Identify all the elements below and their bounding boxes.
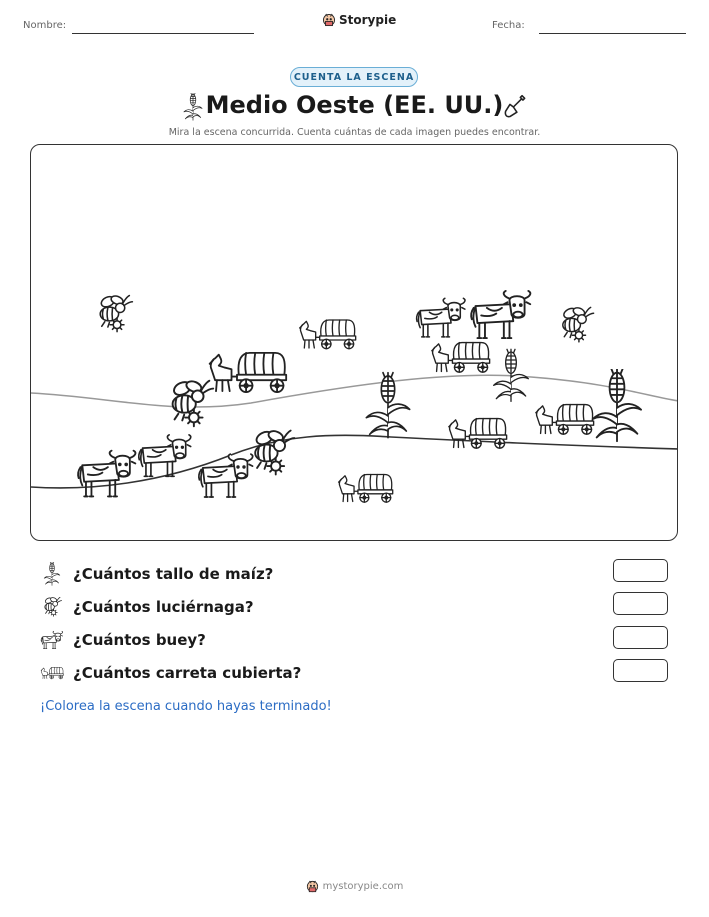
wagon-1 — [300, 320, 356, 349]
storypie-logo-icon — [306, 880, 319, 893]
question-text: ¿Cuántos tallo de maíz? — [73, 565, 274, 583]
question-text: ¿Cuántos luciérnaga? — [73, 598, 254, 616]
question-firefly — [40, 595, 254, 619]
firefly-1 — [100, 295, 133, 332]
answer-box-wagon[interactable] — [613, 659, 668, 682]
name-label: Nombre: — [23, 20, 67, 31]
date-field-line[interactable] — [539, 33, 686, 34]
corn-stalk-icon — [40, 562, 64, 586]
wagon-5 — [536, 405, 594, 435]
scene-panel — [30, 144, 678, 541]
covered-wagon-icon — [40, 661, 64, 685]
ox-3 — [199, 454, 253, 497]
firefly-4 — [562, 306, 593, 342]
ox-icon — [40, 628, 64, 652]
firefly-2 — [172, 379, 213, 426]
shovel-icon — [503, 93, 529, 121]
answer-box-corn[interactable] — [613, 559, 668, 582]
question-text: ¿Cuántos buey? — [73, 631, 206, 649]
instructions: Mira la escena concurrida. Cuenta cuántas de cada imagen puedes encontrar. — [168, 127, 541, 138]
firefly-icon — [40, 595, 64, 619]
corn-stalk-3 — [593, 369, 641, 441]
footer-url: mystorypie.com — [322, 881, 404, 892]
corn-stalk-1 — [366, 373, 409, 438]
answer-box-ox[interactable] — [613, 626, 668, 649]
ox-1 — [78, 451, 135, 497]
question-text: ¿Cuántos carreta cubierta? — [73, 664, 302, 682]
name-field-line[interactable] — [72, 33, 254, 34]
wagon-4 — [449, 419, 507, 449]
ox-4 — [417, 298, 465, 337]
wagon-3 — [432, 343, 490, 373]
answer-box-firefly[interactable] — [613, 592, 668, 615]
back-hill-line — [31, 375, 678, 407]
wagon-6 — [339, 474, 393, 502]
question-ox — [40, 628, 206, 652]
brand-logo — [322, 13, 396, 27]
ox-5 — [471, 291, 530, 338]
footer — [0, 880, 709, 893]
wagon-2 — [210, 353, 287, 392]
activity-badge: CUENTA LA ESCENA — [290, 67, 418, 87]
firefly-3 — [255, 429, 295, 474]
question-wagon — [40, 661, 301, 685]
brand-name: Storypie — [339, 13, 397, 27]
page-title: Medio Oeste (EE. UU.) — [205, 91, 504, 119]
date-label: Fecha: — [492, 20, 525, 31]
coloring-note: ¡Colorea la escena cuando hayas terminado! — [40, 699, 332, 714]
question-corn — [40, 562, 273, 586]
storypie-logo-icon — [322, 13, 336, 27]
ox-2 — [139, 435, 191, 476]
